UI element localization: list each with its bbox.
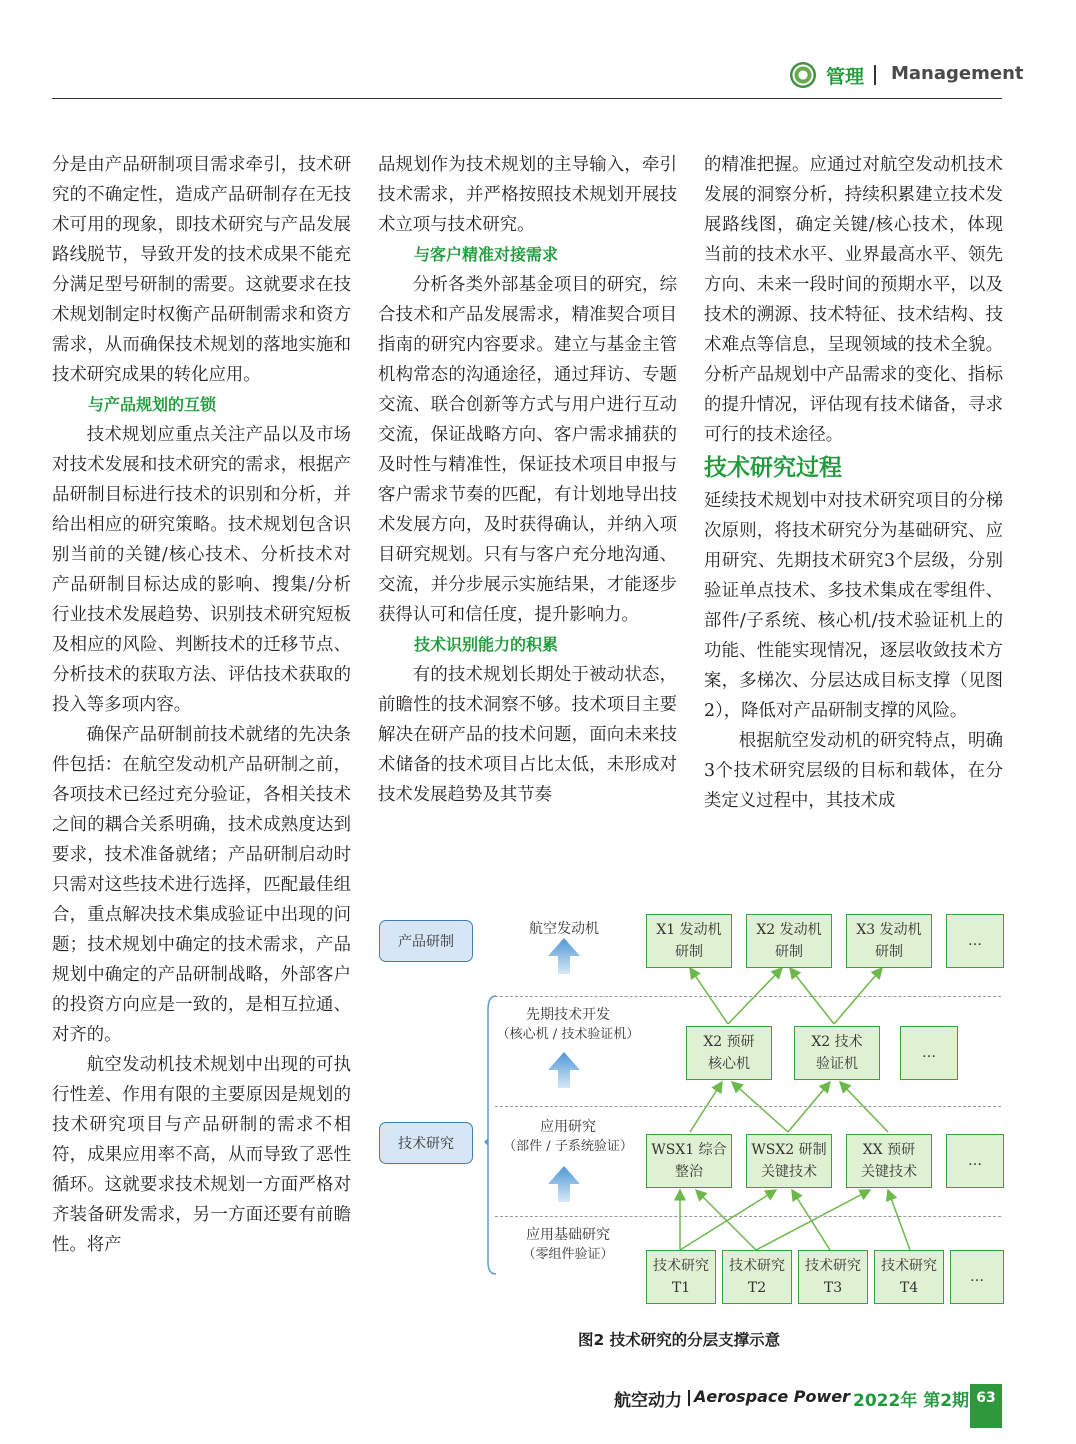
header-rule — [52, 98, 1002, 99]
paragraph: 分析各类外部基金项目的研究，综合技术和产品发展需求，精准契合项目指南的研究内容要求。建立与基金主管机构常态的沟通途径，通过拜访、专题交流、联合创新等方式与用户进行互动交流，保证战略方向、客户需求捕获的及时性与精准性，保证技术项目申报与客户需求节奏的匹配，有计划地导出技术发展方向，及时获得确认，并纳入项目研究规划。只有与客户充分地沟通、交流，并分步展示实施结果，才能逐步获得认可和信任度，提升影响力。 — [378, 275, 677, 625]
node-more: … — [950, 1250, 1004, 1304]
subheading: 与产品规划的互锁 — [88, 395, 217, 414]
node-x3-engine: X3 发动机 研制 — [846, 914, 932, 968]
journal-name-cn: 航空动力 — [614, 1391, 682, 1411]
header-separator — [874, 65, 876, 85]
page-footer — [0, 1384, 1076, 1444]
page-number: 63 — [970, 1384, 1002, 1428]
level-advanced-sublabel: （核心机 / 技术验证机） — [496, 1027, 640, 1042]
paragraph: 的精准把握。应通过对航空发动机技术发展的洞察分析，持续积累建立技术发展路线图，确定关键/核心技术，体现当前的技术水平、业界最高水平、领先方向、未来一段时间的预期水平，以及技术的溯源、技术特征、技术结构、技术难点等信息，呈现领域的技术全貌。分析产品规划中产品需求的变化、指标的提升情况，评估现有技术储备，寻求可行的技术途径。 — [704, 155, 1003, 445]
level-advanced-label: 先期技术开发 — [526, 1007, 610, 1023]
column-3 — [704, 150, 1003, 816]
level-engine-label: 航空发动机 — [529, 921, 599, 937]
node-x2-demonstrator: X2 技术 验证机 — [794, 1026, 880, 1080]
node-x2-core: X2 预研 核心机 — [686, 1026, 772, 1080]
subheading: 与客户精准对接需求 — [414, 245, 559, 264]
column-2 — [378, 150, 677, 810]
node-more: … — [946, 1134, 1004, 1188]
journal-logo-icon — [790, 62, 816, 88]
figure-2-diagram — [370, 900, 1010, 1320]
node-t1: 技术研究 T1 — [646, 1250, 716, 1304]
section-title: 技术研究过程 — [704, 455, 842, 481]
paragraph: 品规划作为技术规划的主导输入，牵引技术需求，并严格按照技术规划开展技术立项与技术研究。 — [378, 155, 677, 235]
node-t2: 技术研究 T2 — [722, 1250, 792, 1304]
node-x1-engine: X1 发动机 研制 — [646, 914, 732, 968]
issue-label: 2022年 第2期 — [853, 1391, 970, 1411]
product-development-label: 产品研制 — [379, 920, 473, 962]
node-wsx2: WSX2 研制 关键技术 — [746, 1134, 832, 1188]
footer-separator — [688, 1390, 690, 1406]
paragraph: 技术规划应重点关注产品以及市场对技术发展和技术研究的需求，根据产品研制目标进行技术的识别和分析，并给出相应的研究策略。技术规划包含识别当前的关键/核心技术、分析技术对产品研制目标达成的影响、搜集/分析行业技术发展趋势、识别技术研究短板及相应的风险、判断技术的迁移节点、分析技术的获取方法、评估技术获取的投入等多项内容。 — [52, 425, 351, 715]
paragraph: 分是由产品研制项目需求牵引，技术研究的不确定性，造成产品研制存在无技术可用的现象，即技术研究与产品发展路线脱节，导致开发的技术成果不能充分满足型号研制的需要。这就要求在技术规划制定时权衡产品研制需求和资方需求，从而确保技术规划的落地实施和技术研究成果的转化应用。 — [52, 155, 351, 385]
subheading: 技术识别能力的积累 — [414, 635, 559, 654]
section-name-cn: 管理 — [826, 66, 865, 88]
paragraph: 延续技术规划中对技术研究项目的分梯次原则，将技术研究分为基础研究、应用研究、先期技术研究3个层级，分别验证单点技术、多技术集成在零组件、部件/子系统、核心机/技术验证机上的功能、性能实现情况，逐层收敛技术方案，多梯次、分层达成目标支撑（见图2），降低对产品研制支撑的风险。 — [704, 491, 1003, 721]
level-applied-label: 应用研究 — [540, 1119, 596, 1135]
level-divider — [495, 996, 1001, 997]
node-t4: 技术研究 T4 — [874, 1250, 944, 1304]
level-divider — [495, 1216, 1001, 1217]
page-header — [0, 56, 1076, 100]
figure-caption: 图2 技术研究的分层支撑示意 — [578, 1331, 781, 1349]
column-1 — [52, 150, 351, 1260]
technology-research-label: 技术研究 — [379, 1122, 473, 1164]
paragraph: 确保产品研制前技术就绪的先决条件包括：在航空发动机产品研制之前，各项技术已经过充分验证，各相关技术之间的耦合关系明确，技术成熟度达到要求，技术准备就绪；产品研制启动时只需对这些技术进行选择，匹配最佳组合，重点解决技术集成验证中出现的问题；技术规划中确定的技术需求，产品规划中确定的产品研制战略，外部客户的投资方向应是一致的，是相互拉通、对齐的。 — [52, 725, 351, 1045]
node-more: … — [900, 1026, 958, 1080]
paragraph: 根据航空发动机的研究特点，明确3个技术研究层级的目标和载体，在分类定义过程中，其技术成 — [704, 731, 1003, 811]
journal-name-en: Aerospace Power — [694, 1387, 851, 1406]
level-basic-sublabel: （零组件验证） — [522, 1247, 614, 1262]
paragraph: 航空发动机技术规划中出现的可执行性差、作用有限的主要原因是规划的技术研究项目与产品研制的需求不相符，成果应用率不高，从而导致了恶性循环。这就要求技术规划一方面严格对齐装备研发需求，另一方面还要有前瞻性。将产 — [52, 1055, 351, 1255]
paragraph: 有的技术规划长期处于被动状态，前瞻性的技术洞察不够。技术项目主要解决在研产品的技术问题，面向未来技术储备的技术项目占比太低，未形成对技术发展趋势及其节奏 — [378, 665, 677, 805]
level-divider — [495, 1106, 1001, 1107]
node-wsx1: WSX1 综合 整治 — [646, 1134, 732, 1188]
node-t3: 技术研究 T3 — [798, 1250, 868, 1304]
level-basic-label: 应用基础研究 — [526, 1227, 610, 1243]
node-x2-engine: X2 发动机 研制 — [746, 914, 832, 968]
node-xx: XX 预研 关键技术 — [846, 1134, 932, 1188]
node-more: … — [946, 914, 1004, 968]
section-name-en: Management — [891, 63, 1024, 84]
level-applied-sublabel: （部件 / 子系统验证） — [503, 1139, 633, 1154]
